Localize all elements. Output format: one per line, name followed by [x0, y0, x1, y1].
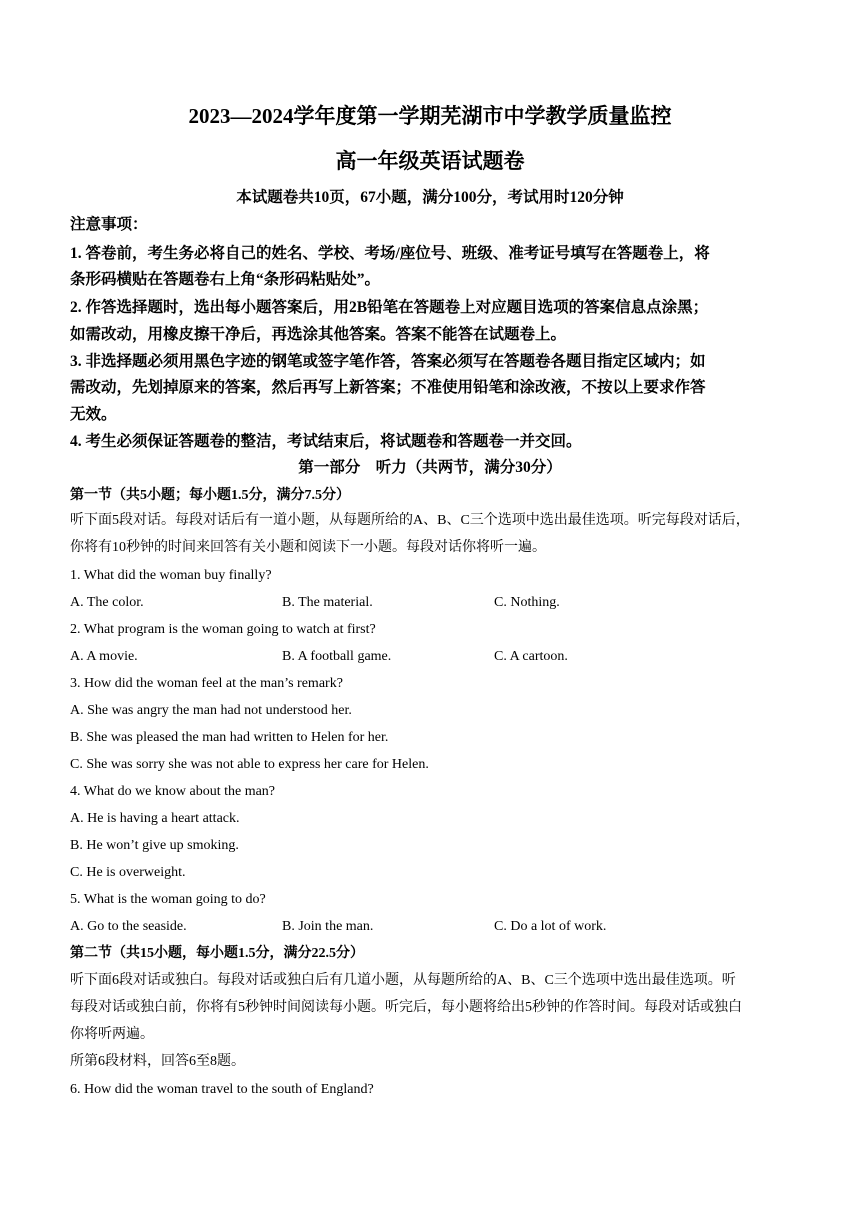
- question-5-option-b: B. Join the man.: [282, 919, 374, 934]
- question-6-stem: 6. How did the woman travel to the south of England?: [70, 1082, 374, 1097]
- part1-title: 第一部分 听力（共两节，满分30分）: [298, 459, 562, 476]
- question-3-option-c: C. She was sorry she was not able to express her care for Helen.: [70, 757, 429, 772]
- question-1-option-c: C. Nothing.: [494, 595, 560, 610]
- question-5-stem: 5. What is the woman going to do?: [70, 892, 266, 907]
- notice-line: 2. 作答选择题时，选出每小题答案后，用2B铅笔在答题卷上对应题目选项的答案信息点涂黑；: [70, 299, 709, 316]
- question-4-option-b: B. He won’t give up smoking.: [70, 838, 239, 853]
- section2-title: 第二节（共15小题，每小题1.5分，满分22.5分）: [70, 946, 364, 961]
- notice-heading: 注意事项：: [70, 216, 148, 233]
- notice-line: 如需改动，用橡皮擦干净后，再选涂其他答案。答案不能答在试题卷上。: [70, 326, 567, 343]
- exam-info: 本试题卷共10页，67小题，满分100分，考试用时120分钟: [236, 189, 624, 206]
- question-1-stem: 1. What did the woman buy finally?: [70, 568, 272, 583]
- section2-instruction: 你将听两遍。: [70, 1027, 154, 1042]
- question-4-stem: 4. What do we know about the man?: [70, 784, 276, 799]
- question-3-stem: 3. How did the woman feel at the man’s remark?: [70, 676, 343, 691]
- notice-line: 1. 答卷前，考生务必将自己的姓名、学校、考场/座位号、班级、准考证号填写在答题卷上，将: [70, 245, 710, 262]
- question-4-option-c: C. He is overweight.: [70, 865, 186, 880]
- question-1-option-a: A. The color.: [70, 595, 144, 610]
- section1-instruction: 听下面5段对话。每段对话后有一道小题，从每题所给的A、B、C三个选项中选出最佳选项。听完每段对话后，: [70, 513, 750, 528]
- question-1-option-b: B. The material.: [282, 595, 373, 610]
- question-2-stem: 2. What program is the woman going to watch at first?: [70, 622, 376, 637]
- section2-instruction: 听下面6段对话或独白。每段对话或独白后有几道小题，从每题所给的A、B、C三个选项中选出最佳选项。听: [70, 973, 736, 988]
- question-5-option-a: A. Go to the seaside.: [70, 919, 187, 934]
- notice-line: 无效。: [70, 406, 117, 423]
- notice-line: 4. 考生必须保证答题卷的整洁，考试结束后，将试题卷和答题卷一并交回。: [70, 433, 582, 450]
- notice-line: 3. 非选择题必须用黑色字迹的钢笔或签字笔作答，答案必须写在答题卷各题目指定区域内；如: [70, 353, 706, 370]
- section1-title: 第一节（共5小题；每小题1.5分，满分7.5分）: [70, 488, 350, 503]
- section2-instruction: 每段对话或独白前，你将有5秒钟时间阅读每小题。听完后，每小题将给出5秒钟的作答时间。每段对话或独白: [70, 1000, 742, 1015]
- section1-instruction: 你将有10秒钟的时间来回答有关小题和阅读下一小题。每段对话你将听一遍。: [70, 540, 546, 555]
- question-2-option-a: A. A movie.: [70, 649, 138, 664]
- question-2-option-c: C. A cartoon.: [494, 649, 568, 664]
- exam-subtitle: 高一年级英语试题卷: [335, 149, 525, 173]
- question-4-option-a: A. He is having a heart attack.: [70, 811, 240, 826]
- section2-material-note: 所第6段材料，回答6至8题。: [70, 1054, 245, 1069]
- notice-line: 需改动，先划掉原来的答案，然后再写上新答案；不准使用铅笔和涂改液，不按以上要求作答: [70, 379, 706, 396]
- notice-line: 条形码横贴在答题卷右上角“条形码粘贴处”。: [70, 271, 381, 288]
- exam-title: 2023—2024学年度第一学期芜湖市中学教学质量监控: [188, 104, 672, 128]
- question-2-option-b: B. A football game.: [282, 649, 392, 664]
- question-3-option-b: B. She was pleased the man had written to Helen for her.: [70, 730, 389, 745]
- question-3-option-a: A. She was angry the man had not understood her.: [70, 703, 352, 718]
- question-5-option-c: C. Do a lot of work.: [494, 919, 607, 934]
